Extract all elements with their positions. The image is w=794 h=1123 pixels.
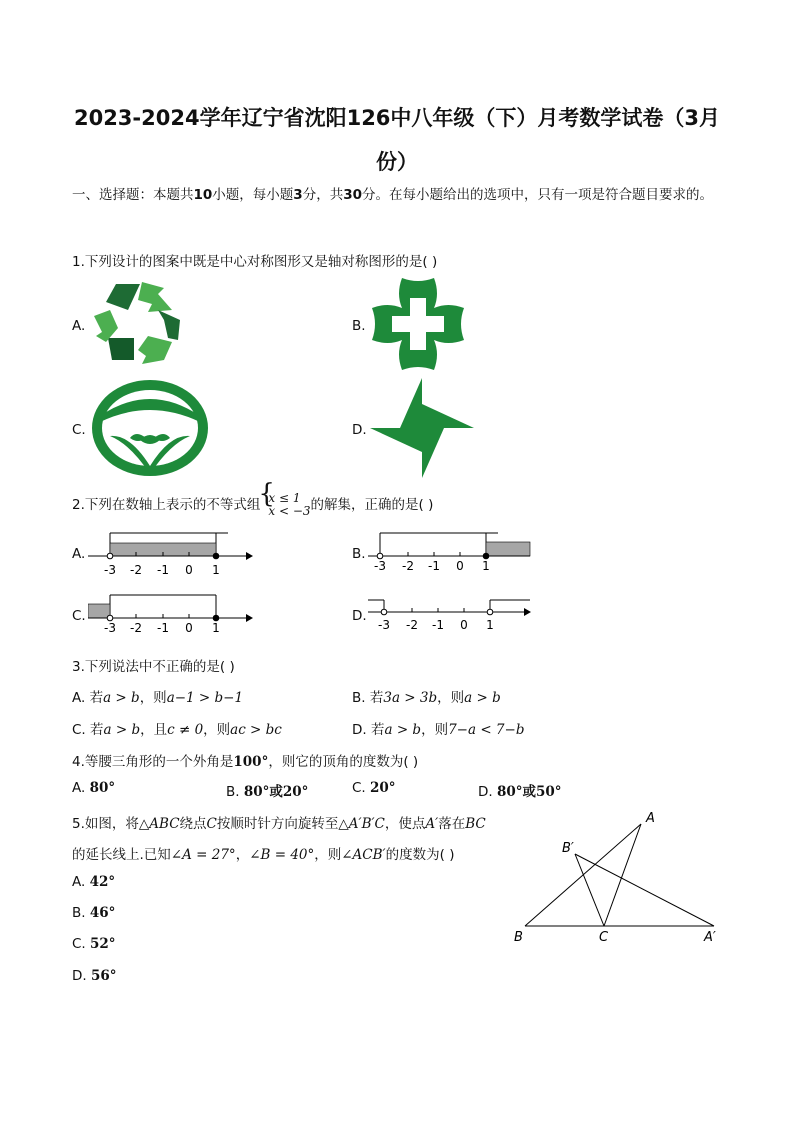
math: A′	[425, 816, 439, 832]
q2-suffix: 的解集，正确的是( )	[310, 497, 434, 513]
q4-option-b	[226, 780, 308, 800]
math: 7−a < 7−b	[448, 722, 525, 738]
tick-label: 1	[212, 563, 220, 577]
stem-text: ，则它的顶角的度数为( )	[268, 754, 419, 770]
tick-label: -2	[130, 563, 142, 577]
option-value: 80°或50°	[496, 784, 562, 800]
intro-text: 分。在每小题给出的选项中，只有一项是符合题目要求的。	[362, 187, 713, 203]
option-text: B. 若	[352, 690, 384, 706]
q5-triangle-figure	[508, 804, 734, 948]
q4-stem	[72, 750, 418, 770]
point-label-c: C	[599, 930, 609, 945]
math: ∠B = 40°	[249, 847, 315, 863]
tick-label: 0	[460, 618, 468, 632]
q4-option-a	[72, 780, 115, 796]
option-text: ，则	[437, 690, 465, 706]
option-value: 20°	[370, 780, 396, 796]
option-value: 56°	[90, 968, 117, 984]
number-line-a	[88, 530, 258, 580]
inequality-2: x < −3	[268, 504, 311, 518]
point-label-b-prime: B′	[562, 841, 574, 856]
q2-option-a-label: A.	[72, 546, 86, 562]
option-label: B.	[226, 784, 240, 800]
intro-text: 一、选择题：本题共	[72, 187, 194, 203]
math: a > b	[464, 690, 501, 706]
option-text: ，且	[140, 722, 168, 738]
tick-label: -2	[406, 618, 418, 632]
option-value: 46°	[89, 905, 116, 921]
point-label-b: B	[514, 930, 523, 945]
tick-label: -2	[130, 621, 142, 635]
tick-label: -1	[157, 563, 169, 577]
page-title: 2023-2024学年辽宁省沈阳126中八年级（下）月考数学试卷（3月份）	[73, 106, 721, 174]
q2-option-d-label: D.	[352, 608, 367, 624]
intro-points: 3	[293, 187, 303, 203]
tick-label: -2	[402, 559, 414, 573]
option-label: A.	[72, 874, 86, 890]
stem-text: 按顺时针方向旋转至	[216, 816, 339, 832]
stem-text: ，	[235, 847, 250, 863]
point-label-a: A	[646, 811, 655, 826]
option-text: C. 若	[72, 722, 104, 738]
pinwheel-icon	[370, 378, 474, 478]
stem-text: 5.如图，将	[72, 816, 139, 832]
tick-label: 0	[456, 559, 464, 573]
inequality-system	[260, 492, 310, 518]
option-value: 52°	[90, 936, 116, 952]
q3-option-d	[352, 718, 524, 738]
math: a > b	[103, 690, 140, 706]
q5-option-c	[72, 936, 116, 952]
math: c ≠ 0	[167, 722, 204, 738]
tick-label: -1	[157, 621, 169, 635]
tick-label: -3	[378, 618, 390, 632]
q3-option-a	[72, 686, 243, 706]
point-label-a-prime: A′	[704, 930, 716, 945]
q2-prefix: 2.下列在数轴上表示的不等式组	[72, 497, 261, 513]
stem-text: ，则	[314, 847, 342, 863]
number-line-b	[368, 530, 538, 580]
math: a > b	[384, 722, 422, 738]
tick-label: -3	[104, 621, 116, 635]
intro-count: 10	[193, 187, 213, 203]
tick-label: -1	[428, 559, 440, 573]
option-text: A. 若	[72, 690, 104, 706]
math: ac > bc	[230, 722, 282, 738]
math: △ABC	[138, 816, 180, 832]
stem-text: 4.等腰三角形的一个外角是	[72, 754, 234, 770]
q3-option-c	[72, 718, 282, 738]
math: a−1 > b−1	[166, 690, 244, 706]
q3-stem: 3.下列说法中不正确的是( )	[72, 659, 235, 675]
inequality-1: { x ≤ 1	[268, 491, 301, 505]
math: BC	[465, 816, 486, 832]
option-label: C.	[72, 936, 86, 952]
tick-label: 1	[482, 559, 490, 573]
cross-emblem-icon	[368, 274, 468, 374]
intro-total: 30	[343, 187, 362, 203]
tick-label: -3	[374, 559, 386, 573]
option-value: 80°或20°	[243, 784, 309, 800]
section-intro	[72, 180, 732, 211]
q4-option-c	[352, 780, 396, 796]
q5-stem-line2	[72, 843, 454, 863]
q1-option-b-label: B.	[352, 318, 366, 334]
stem-text: 的延长线上.已知	[72, 847, 171, 863]
math: a > b	[103, 722, 141, 738]
option-text: ，则	[421, 722, 449, 738]
intro-text: 分，共	[302, 187, 344, 203]
tick-label: 1	[486, 618, 494, 632]
option-text: D. 若	[352, 722, 385, 738]
tick-label: 0	[185, 621, 193, 635]
q1-option-a-label: A.	[72, 318, 86, 334]
math: C	[206, 816, 217, 832]
q5-option-b	[72, 905, 115, 921]
math: 100°	[233, 754, 269, 770]
math: △A′B′C	[338, 816, 385, 832]
number-line-c	[88, 592, 258, 642]
math: ∠ACB′	[341, 847, 386, 863]
option-label: D.	[478, 784, 493, 800]
q5-option-a	[72, 874, 115, 890]
option-label: C.	[352, 780, 366, 796]
stem-text: ，使点	[384, 816, 426, 832]
q3-option-b	[352, 686, 501, 706]
tick-label: -1	[432, 618, 444, 632]
intro-text: 小题，每小题	[212, 187, 294, 203]
option-label: B.	[72, 905, 86, 921]
q5-option-d	[72, 968, 117, 984]
option-label: A.	[72, 780, 86, 796]
option-text: ，则	[203, 722, 231, 738]
stem-text: 绕点	[179, 816, 207, 832]
tick-label: 0	[185, 563, 193, 577]
tick-label: 1	[212, 621, 220, 635]
q5-stem-line1	[72, 812, 486, 832]
math: ∠A = 27°	[170, 847, 236, 863]
option-label: D.	[72, 968, 87, 984]
option-value: 42°	[89, 874, 116, 890]
option-text: ，则	[139, 690, 167, 706]
q1-stem: 1.下列设计的图案中既是中心对称图形又是轴对称图形的是( )	[72, 254, 438, 270]
q2-option-b-label: B.	[352, 546, 366, 562]
option-value: 80°	[89, 780, 116, 796]
stem-text: 的度数为( )	[385, 847, 455, 863]
recycle-icon	[88, 280, 184, 368]
green-food-emblem-icon	[90, 378, 210, 478]
q1-option-d-label: D.	[352, 422, 367, 438]
q2-option-c-label: C.	[72, 608, 86, 624]
q4-option-d	[478, 780, 562, 800]
q2-stem	[72, 492, 433, 518]
stem-text: 落在	[438, 816, 466, 832]
tick-label: -3	[104, 563, 116, 577]
q1-option-c-label: C.	[72, 422, 86, 438]
number-line-d	[368, 592, 538, 642]
math: 3a > 3b	[383, 690, 438, 706]
